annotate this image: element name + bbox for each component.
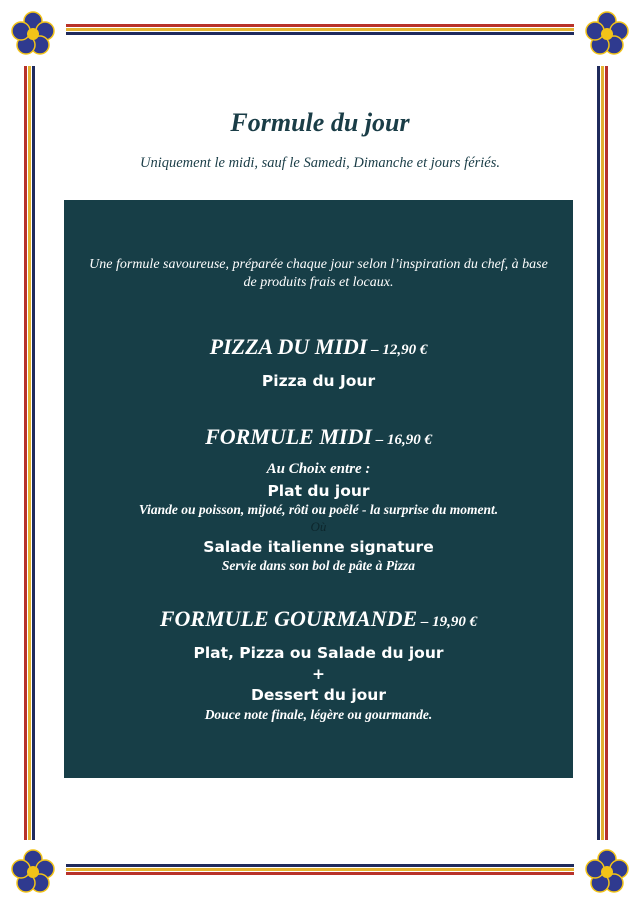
option-separator: Où (310, 519, 327, 534)
formule-gourmande-name: FORMULE GOURMANDE (159, 606, 418, 631)
bottom-border (66, 864, 574, 876)
top-border (66, 24, 574, 36)
intro-text: Une formule savoureuse, préparée chaque jour selon l’inspiration du chef, à base de produits frais et locaux. (89, 257, 548, 290)
flower-icon (585, 849, 629, 893)
option-salade-description: Servie dans son bol de pâte à Pizza (221, 558, 416, 573)
gourmande-plus-sign: + (312, 665, 325, 683)
pizza-midi-name: PIZZA DU MIDI (209, 334, 368, 359)
flower-icon (11, 11, 55, 55)
option-salade-italienne: Salade italienne signature (203, 538, 434, 556)
menu-panel (64, 200, 573, 778)
formule-midi-price: – 16,90 € (371, 432, 432, 448)
page-title: Formule du jour (230, 108, 410, 137)
choice-label: Au Choix entre : (266, 461, 371, 477)
formule-gourmande-price: – 19,90 € (417, 614, 478, 630)
left-border (24, 66, 36, 840)
pizza-midi-item: Pizza du Jour (261, 372, 376, 390)
flower-icon (11, 849, 55, 893)
option-plat-description: Viande ou poisson, mijoté, rôti ou poêlé - la surprise du moment. (138, 502, 499, 517)
flower-icon (585, 11, 629, 55)
gourmande-dessert: Dessert du jour (251, 686, 386, 704)
pizza-midi-heading (64, 334, 573, 360)
pizza-midi-price: – 12,90 € (367, 342, 428, 358)
gourmande-description: Douce note finale, légère ou gourmande. (204, 707, 433, 722)
gourmande-main-choice: Plat, Pizza ou Salade du jour (193, 644, 444, 662)
option-plat-du-jour: Plat du jour (267, 482, 370, 500)
page-subtitle: Uniquement le midi, sauf le Samedi, Dimanche et jours fériés. (139, 155, 501, 171)
formule-gourmande-heading (64, 606, 573, 632)
formule-midi-name: FORMULE MIDI (205, 424, 372, 449)
right-border (597, 66, 609, 840)
formule-midi-heading (64, 424, 573, 450)
